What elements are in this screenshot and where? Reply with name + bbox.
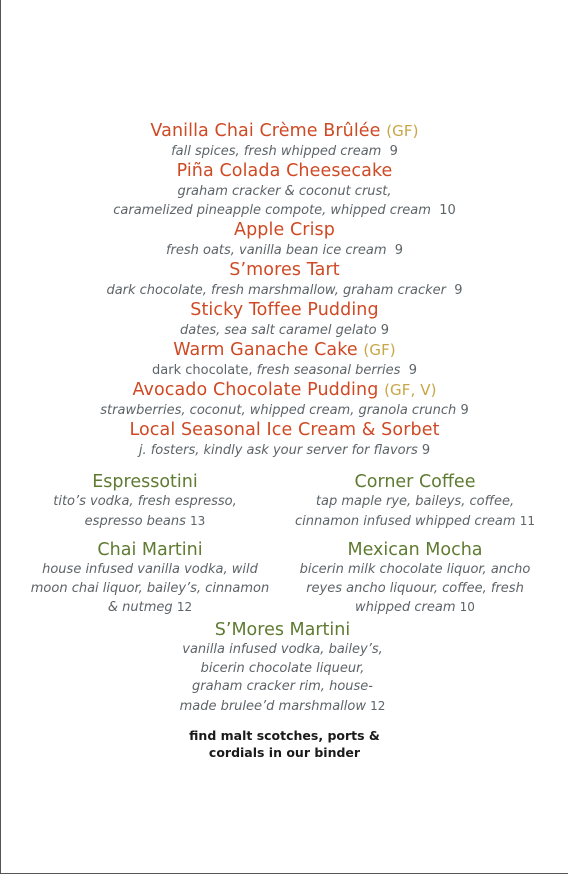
- description-prefix: dark chocolate,: [152, 363, 253, 378]
- price: 10: [439, 203, 456, 218]
- dessert-name: Apple Crisp: [234, 220, 335, 240]
- cocktail-name: Mexican Mocha: [347, 540, 483, 560]
- description-line: graham cracker & coconut crust,: [177, 184, 392, 199]
- description-line: dates, sea salt caramel gelato: [180, 323, 377, 338]
- dietary-tag: (GF): [386, 122, 419, 140]
- binder-note-line: find malt scotches, ports &: [189, 728, 380, 743]
- dessert-name-line: [0, 161, 569, 182]
- price: 11: [519, 513, 535, 528]
- description-line: bicerin chocolate liqueur,: [200, 660, 365, 676]
- cocktail-item: [285, 539, 545, 618]
- price: 9: [454, 283, 463, 298]
- cocktail-description: [285, 561, 545, 618]
- description-line: tito’s vodka, fresh espresso,: [53, 494, 237, 509]
- dessert-description: [0, 401, 569, 420]
- dietary-tag: (GF): [363, 341, 396, 359]
- description-line: made brulee’d marshmallow: [179, 698, 366, 714]
- dessert-name: Warm Ganache Cake: [173, 340, 358, 360]
- dessert-description: [0, 441, 569, 460]
- description-line: whipped cream: [355, 600, 456, 615]
- price: 9: [389, 144, 398, 159]
- dessert-name: Vanilla Chai Crème Brûlée: [150, 121, 381, 141]
- dessert-item: [0, 340, 569, 380]
- dessert-description: [0, 182, 569, 220]
- description-line: reyes ancho liquour, coffee, fresh: [306, 580, 524, 596]
- dessert-name-line: [0, 340, 569, 361]
- price: 9: [408, 363, 417, 378]
- cocktail-name: Corner Coffee: [354, 472, 476, 492]
- dessert-name: S’mores Tart: [229, 260, 340, 280]
- dessert-item: [0, 420, 569, 460]
- description-line: fresh seasonal berries: [256, 363, 401, 378]
- dessert-name: Piña Colada Cheesecake: [176, 161, 393, 181]
- cocktail-name: Espressotini: [92, 472, 198, 492]
- description-line: strawberries, coconut, whipped cream, granola crunch: [100, 403, 457, 418]
- description-line-with-price: [20, 598, 280, 618]
- description-line: graham cracker rim, house-: [192, 679, 373, 694]
- description-line-with-price: [0, 201, 569, 220]
- price: 9: [394, 243, 404, 258]
- description-line: cinnamon infused whipped cream: [295, 513, 516, 529]
- dessert-name: Avocado Chocolate Pudding: [132, 380, 379, 400]
- dessert-item: [0, 161, 569, 220]
- binder-note-line: cordials in our binder: [208, 745, 361, 760]
- dessert-description: [0, 321, 569, 340]
- cocktail-description: [150, 641, 415, 716]
- description-line: & nutmeg: [107, 600, 173, 615]
- description-line-with-price: [20, 512, 270, 532]
- description-line: fresh oats, vanilla bean ice cream: [165, 243, 387, 258]
- dessert-name-line: [0, 260, 569, 281]
- price: 12: [370, 698, 386, 713]
- cocktail-name: Chai Martini: [97, 540, 203, 560]
- cocktail-item: [290, 471, 540, 531]
- dietary-tag: (GF, V): [384, 381, 437, 399]
- cocktail-item: [20, 539, 280, 618]
- dessert-name-line: [0, 300, 569, 321]
- dessert-item: [0, 300, 569, 340]
- binder-note: [0, 727, 569, 761]
- description-line: moon chai liquor, bailey’s, cinnamon: [30, 580, 270, 596]
- price: 9: [421, 443, 431, 458]
- dessert-menu: [0, 121, 569, 460]
- description-line: house infused vanilla vodka, wild: [42, 562, 258, 577]
- dessert-description: [0, 241, 569, 260]
- cocktail-item: [150, 619, 415, 716]
- description-line-with-price: [150, 697, 415, 717]
- description-line: dark chocolate, fresh marshmallow, graham cracker: [106, 283, 447, 298]
- cocktail-item: [20, 471, 270, 531]
- description-line: caramelized pineapple compote, whipped cream: [113, 203, 431, 218]
- description-line: tap maple rye, baileys, coffee,: [315, 494, 515, 509]
- cocktail-name: S’Mores Martini: [214, 620, 351, 640]
- dessert-name-line: [0, 121, 569, 142]
- cocktail-description: [290, 493, 540, 531]
- price: 13: [190, 513, 206, 528]
- price: 12: [176, 600, 193, 614]
- price: 10: [459, 600, 475, 614]
- description-line: fall spices, fresh whipped cream: [171, 144, 382, 159]
- cocktail-description: [20, 493, 270, 531]
- description-line: j. fosters, kindly ask your server for flavors: [138, 443, 418, 458]
- dessert-name-line: [0, 380, 569, 401]
- dessert-item: [0, 380, 569, 420]
- description-line: bicerin milk chocolate liquor, ancho: [299, 562, 531, 577]
- price: 9: [380, 323, 389, 338]
- description-line-with-price: [285, 598, 545, 618]
- dessert-item: [0, 121, 569, 161]
- dessert-name-line: [0, 420, 569, 441]
- dessert-description: [0, 142, 569, 161]
- cocktail-description: [20, 561, 280, 618]
- price: 9: [460, 403, 469, 418]
- dessert-name-line: [0, 220, 569, 241]
- dessert-name: Local Seasonal Ice Cream & Sorbet: [129, 420, 440, 440]
- dessert-item: [0, 260, 569, 300]
- description-line-with-price: [290, 512, 540, 532]
- dessert-description: [0, 361, 569, 380]
- dessert-name: Sticky Toffee Pudding: [190, 300, 379, 320]
- description-line: espresso beans: [84, 513, 186, 529]
- dessert-item: [0, 220, 569, 260]
- dessert-description: [0, 281, 569, 300]
- description-line: vanilla infused vodka, bailey’s,: [182, 642, 383, 657]
